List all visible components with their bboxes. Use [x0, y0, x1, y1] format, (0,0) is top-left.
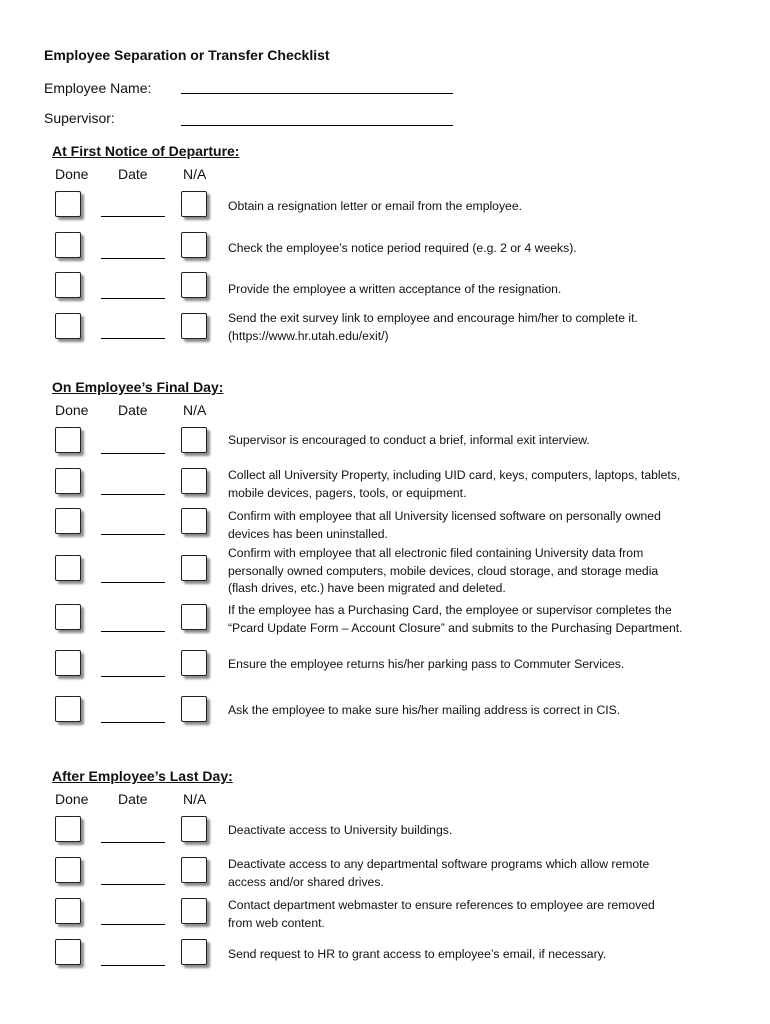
- checklist-item-text: Confirm with employee that all electronic filed containing University data from personally owned computers, mobile devices, cloud storage, and storage media (flash drives, etc.) have been migrated and deleted.: [228, 546, 659, 595]
- checklist-item-text: Check the employee’s notice period required (e.g. 2 or 4 weeks).: [228, 241, 577, 255]
- date-field[interactable]: [101, 924, 165, 925]
- na-checkbox[interactable]: [181, 650, 207, 676]
- na-checkbox[interactable]: [181, 508, 207, 534]
- done-checkbox[interactable]: [55, 313, 81, 339]
- checklist-item-text: If the employee has a Purchasing Card, the employee or supervisor completes the “Pcard Update Form – Account Closure” and submits to the Purchasing Department.: [228, 603, 683, 635]
- done-checkbox[interactable]: [55, 650, 81, 676]
- na-checkbox[interactable]: [181, 232, 207, 258]
- checklist-item-text: Supervisor is encouraged to conduct a brief, informal exit interview.: [228, 433, 590, 447]
- done-checkbox[interactable]: [55, 898, 81, 924]
- checklist-item-text: Ask the employee to make sure his/her mailing address is correct in CIS.: [228, 703, 621, 717]
- date-field[interactable]: [101, 631, 165, 632]
- section-heading: On Employee’s Final Day:: [52, 379, 224, 395]
- section-heading: After Employee’s Last Day:: [52, 768, 233, 784]
- date-field[interactable]: [101, 216, 165, 217]
- supervisor-field[interactable]: [181, 125, 453, 126]
- page-title: Employee Separation or Transfer Checklist: [44, 47, 330, 63]
- done-checkbox[interactable]: [55, 232, 81, 258]
- date-field[interactable]: [101, 676, 165, 677]
- done-checkbox[interactable]: [55, 272, 81, 298]
- column-header-na: N/A: [183, 166, 207, 182]
- checklist-item-text: Deactivate access to University buildings.: [228, 823, 453, 837]
- employee-name-field[interactable]: [181, 93, 453, 94]
- date-field[interactable]: [101, 884, 165, 885]
- checklist-item-text: Deactivate access to any departmental software programs which allow remote access and/or shared drives.: [228, 857, 650, 889]
- na-checkbox[interactable]: [181, 191, 207, 217]
- date-field[interactable]: [101, 453, 165, 454]
- column-header-date: Date: [118, 791, 148, 807]
- date-field[interactable]: [101, 338, 165, 339]
- na-checkbox[interactable]: [181, 898, 207, 924]
- date-field[interactable]: [101, 582, 165, 583]
- done-checkbox[interactable]: [55, 939, 81, 965]
- checklist-item-text: Contact department webmaster to ensure references to employee are removed from web content.: [228, 898, 655, 930]
- done-checkbox[interactable]: [55, 604, 81, 630]
- done-checkbox[interactable]: [55, 427, 81, 453]
- column-header-date: Date: [118, 402, 148, 418]
- date-field[interactable]: [101, 965, 165, 966]
- na-checkbox[interactable]: [181, 555, 207, 581]
- checklist-item-text: Confirm with employee that all University licensed software on personally owned devices has been uninstalled.: [228, 509, 661, 541]
- employee-name-label: Employee Name:: [44, 80, 152, 96]
- checklist-item-text: Provide the employee a written acceptance of the resignation.: [228, 282, 562, 296]
- done-checkbox[interactable]: [55, 468, 81, 494]
- column-header-na: N/A: [183, 791, 207, 807]
- done-checkbox[interactable]: [55, 696, 81, 722]
- done-checkbox[interactable]: [55, 857, 81, 883]
- done-checkbox[interactable]: [55, 555, 81, 581]
- checklist-item-text: Obtain a resignation letter or email from the employee.: [228, 199, 522, 213]
- date-field[interactable]: [101, 298, 165, 299]
- column-header-na: N/A: [183, 402, 207, 418]
- done-checkbox[interactable]: [55, 816, 81, 842]
- checklist-item-text: Send request to HR to grant access to employee’s email, if necessary.: [228, 947, 607, 961]
- section-heading: At First Notice of Departure:: [52, 143, 240, 159]
- done-checkbox[interactable]: [55, 508, 81, 534]
- na-checkbox[interactable]: [181, 272, 207, 298]
- na-checkbox[interactable]: [181, 816, 207, 842]
- na-checkbox[interactable]: [181, 468, 207, 494]
- na-checkbox[interactable]: [181, 939, 207, 965]
- done-checkbox[interactable]: [55, 191, 81, 217]
- checklist-item-text: Ensure the employee returns his/her parking pass to Commuter Services.: [228, 657, 625, 671]
- na-checkbox[interactable]: [181, 427, 207, 453]
- column-header-date: Date: [118, 166, 148, 182]
- checklist-item-text: Collect all University Property, including UID card, keys, computers, laptops, tablets, mobile devices, pagers, tools, or equipment.: [228, 468, 681, 500]
- na-checkbox[interactable]: [181, 857, 207, 883]
- date-field[interactable]: [101, 494, 165, 495]
- supervisor-label: Supervisor:: [44, 110, 115, 126]
- column-header-done: Done: [55, 166, 89, 182]
- date-field[interactable]: [101, 258, 165, 259]
- na-checkbox[interactable]: [181, 604, 207, 630]
- na-checkbox[interactable]: [181, 696, 207, 722]
- column-header-done: Done: [55, 791, 89, 807]
- column-header-done: Done: [55, 402, 89, 418]
- date-field[interactable]: [101, 534, 165, 535]
- date-field[interactable]: [101, 842, 165, 843]
- checklist-item-text: Send the exit survey link to employee and encourage him/her to complete it. (https://www.hr.utah.edu/exit/): [228, 311, 638, 343]
- date-field[interactable]: [101, 722, 165, 723]
- na-checkbox[interactable]: [181, 313, 207, 339]
